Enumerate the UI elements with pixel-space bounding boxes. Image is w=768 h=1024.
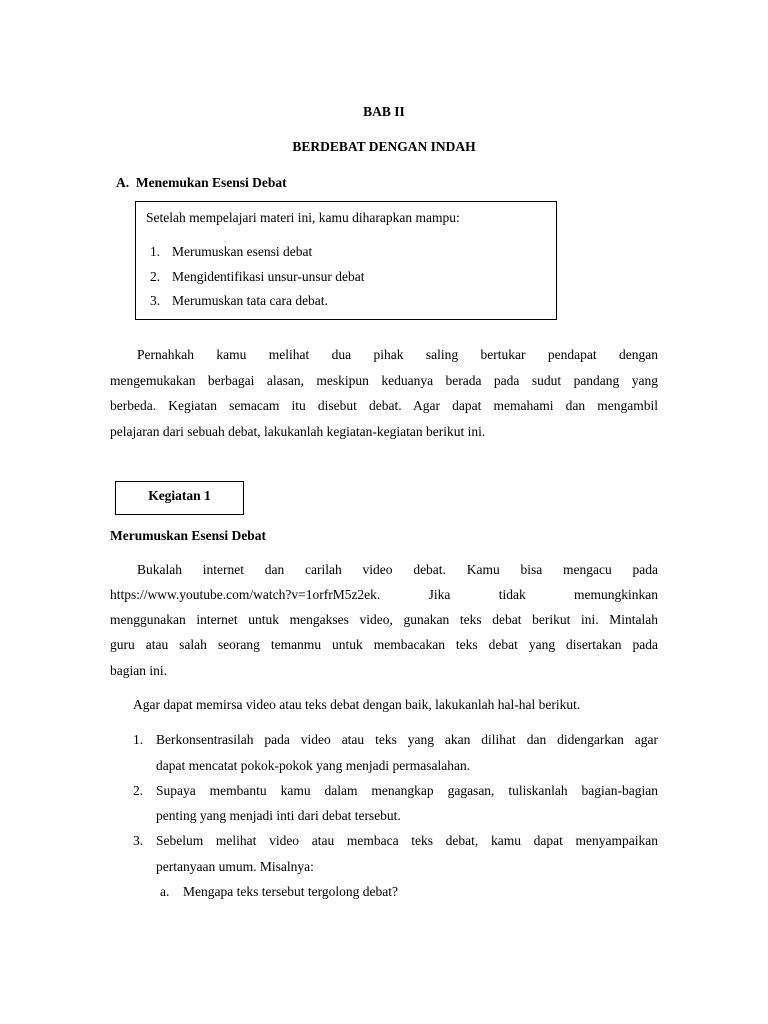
list-item: [150, 244, 312, 260]
sub-item-letter: a.: [160, 884, 170, 899]
item-text: Merumuskan esensi debat: [172, 244, 313, 259]
paragraph-line: bagian ini.: [110, 663, 167, 678]
item-number: 2.: [150, 269, 161, 284]
step-line: Berkonsentrasilah pada video atau teks yang akan dilihat dan didengarkan agar: [156, 732, 658, 747]
sub-item-text: Mengapa teks tersebut tergolong debat?: [183, 884, 398, 899]
chapter-title: BERDEBAT DENGAN INDAH: [292, 139, 476, 154]
paragraph-line: pelajaran dari sebuah debat, lakukanlah kegiatan-kegiatan berikut ini.: [110, 424, 486, 439]
item-text: Merumuskan tata cara debat.: [172, 293, 328, 308]
list-item: [150, 293, 328, 309]
list-item: [150, 269, 364, 285]
item-number: 3.: [150, 293, 161, 308]
step-line: Supaya membantu kamu dalam menangkap gagasan, tuliskanlah bagian-bagian: [156, 783, 658, 798]
activity-heading: Merumuskan Esensi Debat: [110, 528, 267, 543]
steps-intro: Agar dapat memirsa video atau teks debat dengan baik, lakukanlah hal-hal berikut.: [133, 697, 581, 712]
paragraph-line: Bukalah internet dan carilah video debat. Kamu bisa mengacu pada: [137, 562, 658, 577]
objectives-box: [135, 201, 557, 320]
paragraph-line: menggunakan internet untuk mengakses video, gunakan teks debat berikut ini. Mintalah: [110, 612, 658, 627]
paragraph-line: Pernahkah kamu melihat dua pihak saling bertukar pendapat dengan: [137, 347, 658, 362]
section-heading: A. Menemukan Esensi Debat: [116, 175, 287, 190]
item-text: Mengidentifikasi unsur-unsur debat: [172, 269, 365, 284]
item-number: 1.: [150, 244, 161, 259]
step-line: Sebelum melihat video atau membaca teks debat, kamu dapat menyampaikan: [156, 833, 658, 848]
step-number: 2.: [133, 783, 144, 798]
paragraph-line: berbeda. Kegiatan semacam itu disebut debat. Agar dapat memahami dan mengambil: [110, 398, 658, 413]
paragraph-line: guru atau salah seorang temanmu untuk membacakan teks debat yang disertakan pada: [110, 637, 658, 652]
step-number: 1.: [133, 732, 144, 747]
chapter-label: BAB II: [363, 104, 405, 119]
objectives-intro: Setelah mempelajari materi ini, kamu diharapkan mampu:: [146, 210, 460, 225]
step-line: dapat mencatat pokok-pokok yang menjadi permasalahan.: [156, 758, 471, 773]
step-line: pertanyaan umum. Misalnya:: [156, 859, 314, 874]
step-number: 3.: [133, 833, 144, 848]
step-line: penting yang menjadi inti dari debat tersebut.: [156, 808, 401, 823]
paragraph-line: mengemukakan berbagai alasan, meskipun keduanya berada pada sudut pandang yang: [110, 373, 658, 388]
paragraph-line: https://www.youtube.com/watch?v=1orfrM5z2ek. Jika tidak memungkinkan: [110, 587, 658, 602]
activity-label: Kegiatan 1: [148, 488, 211, 503]
activity-box: [115, 481, 244, 515]
